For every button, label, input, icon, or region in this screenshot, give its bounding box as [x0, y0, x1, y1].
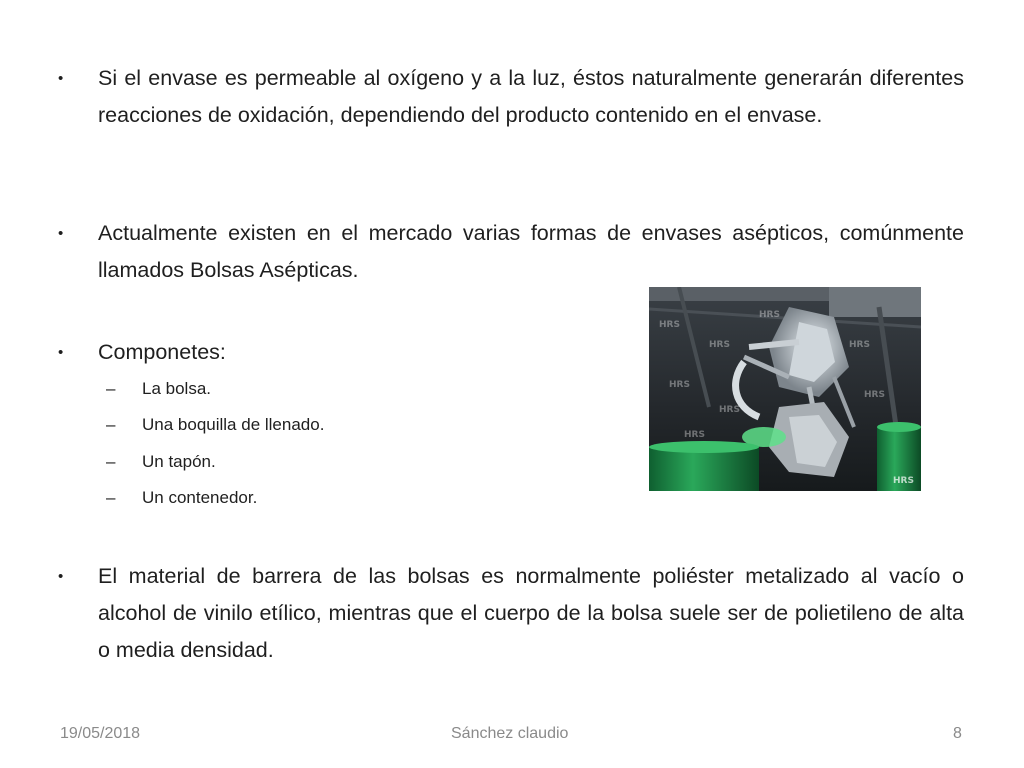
aseptic-bag-filling-photo: [649, 287, 921, 491]
component-text: La bolsa.: [142, 379, 211, 398]
footer-date: 19/05/2018: [60, 725, 141, 742]
svg-text:HRS: HRS: [759, 310, 780, 320]
bullet-text: Si el envase es permeable al oxígeno y a la luz, éstos naturalmente generarán diferentes reacciones de oxidación, dependiendo del producto contenido en el envase.: [98, 66, 964, 127]
sub-dash: –: [106, 452, 116, 471]
sub-dash: –: [106, 488, 116, 507]
component-item: [106, 451, 216, 473]
bullet-text: El material de barrera de las bolsas es normalmente poliéster metalizado al vacío o alcohol de vinilo etílico, mientras que el cuerpo de la bolsa suele ser de polietileno de alta o media densidad.: [98, 564, 964, 662]
component-text: Un contenedor.: [142, 488, 258, 507]
footer-author: Sánchez claudio: [451, 725, 569, 742]
svg-text:HRS: HRS: [849, 340, 870, 350]
svg-text:HRS: HRS: [684, 430, 705, 440]
svg-text:HRS: HRS: [669, 380, 690, 390]
sub-dash: –: [106, 379, 116, 398]
bullet-text: Actualmente existen en el mercado varias formas de envases asépticos, comúnmente llamados Bolsas Asépticas.: [98, 221, 964, 282]
component-item: [106, 487, 257, 509]
bullet-marker: •: [58, 344, 64, 361]
bullet-marker: •: [58, 70, 64, 87]
bullet-marker: •: [58, 568, 64, 585]
component-text: Un tapón.: [142, 452, 216, 471]
photo-watermark: HRS: [893, 476, 914, 486]
svg-text:HRS: HRS: [719, 405, 740, 415]
bullet-aseptic-bags: [58, 215, 964, 289]
footer-page-number: 8: [953, 725, 962, 742]
bullet-marker: •: [58, 225, 64, 242]
svg-text:HRS: HRS: [659, 320, 680, 330]
svg-text:HRS: HRS: [864, 390, 885, 400]
svg-text:HRS: HRS: [709, 340, 730, 350]
component-item: [106, 414, 324, 436]
sub-dash: –: [106, 415, 116, 434]
bullet-barrier-material: [58, 558, 964, 669]
bullet-text: Componetes:: [98, 340, 226, 364]
component-item: [106, 378, 211, 400]
component-text: Una boquilla de llenado.: [142, 415, 325, 434]
bullet-components: [58, 334, 578, 371]
bullet-oxidation: [58, 60, 964, 134]
